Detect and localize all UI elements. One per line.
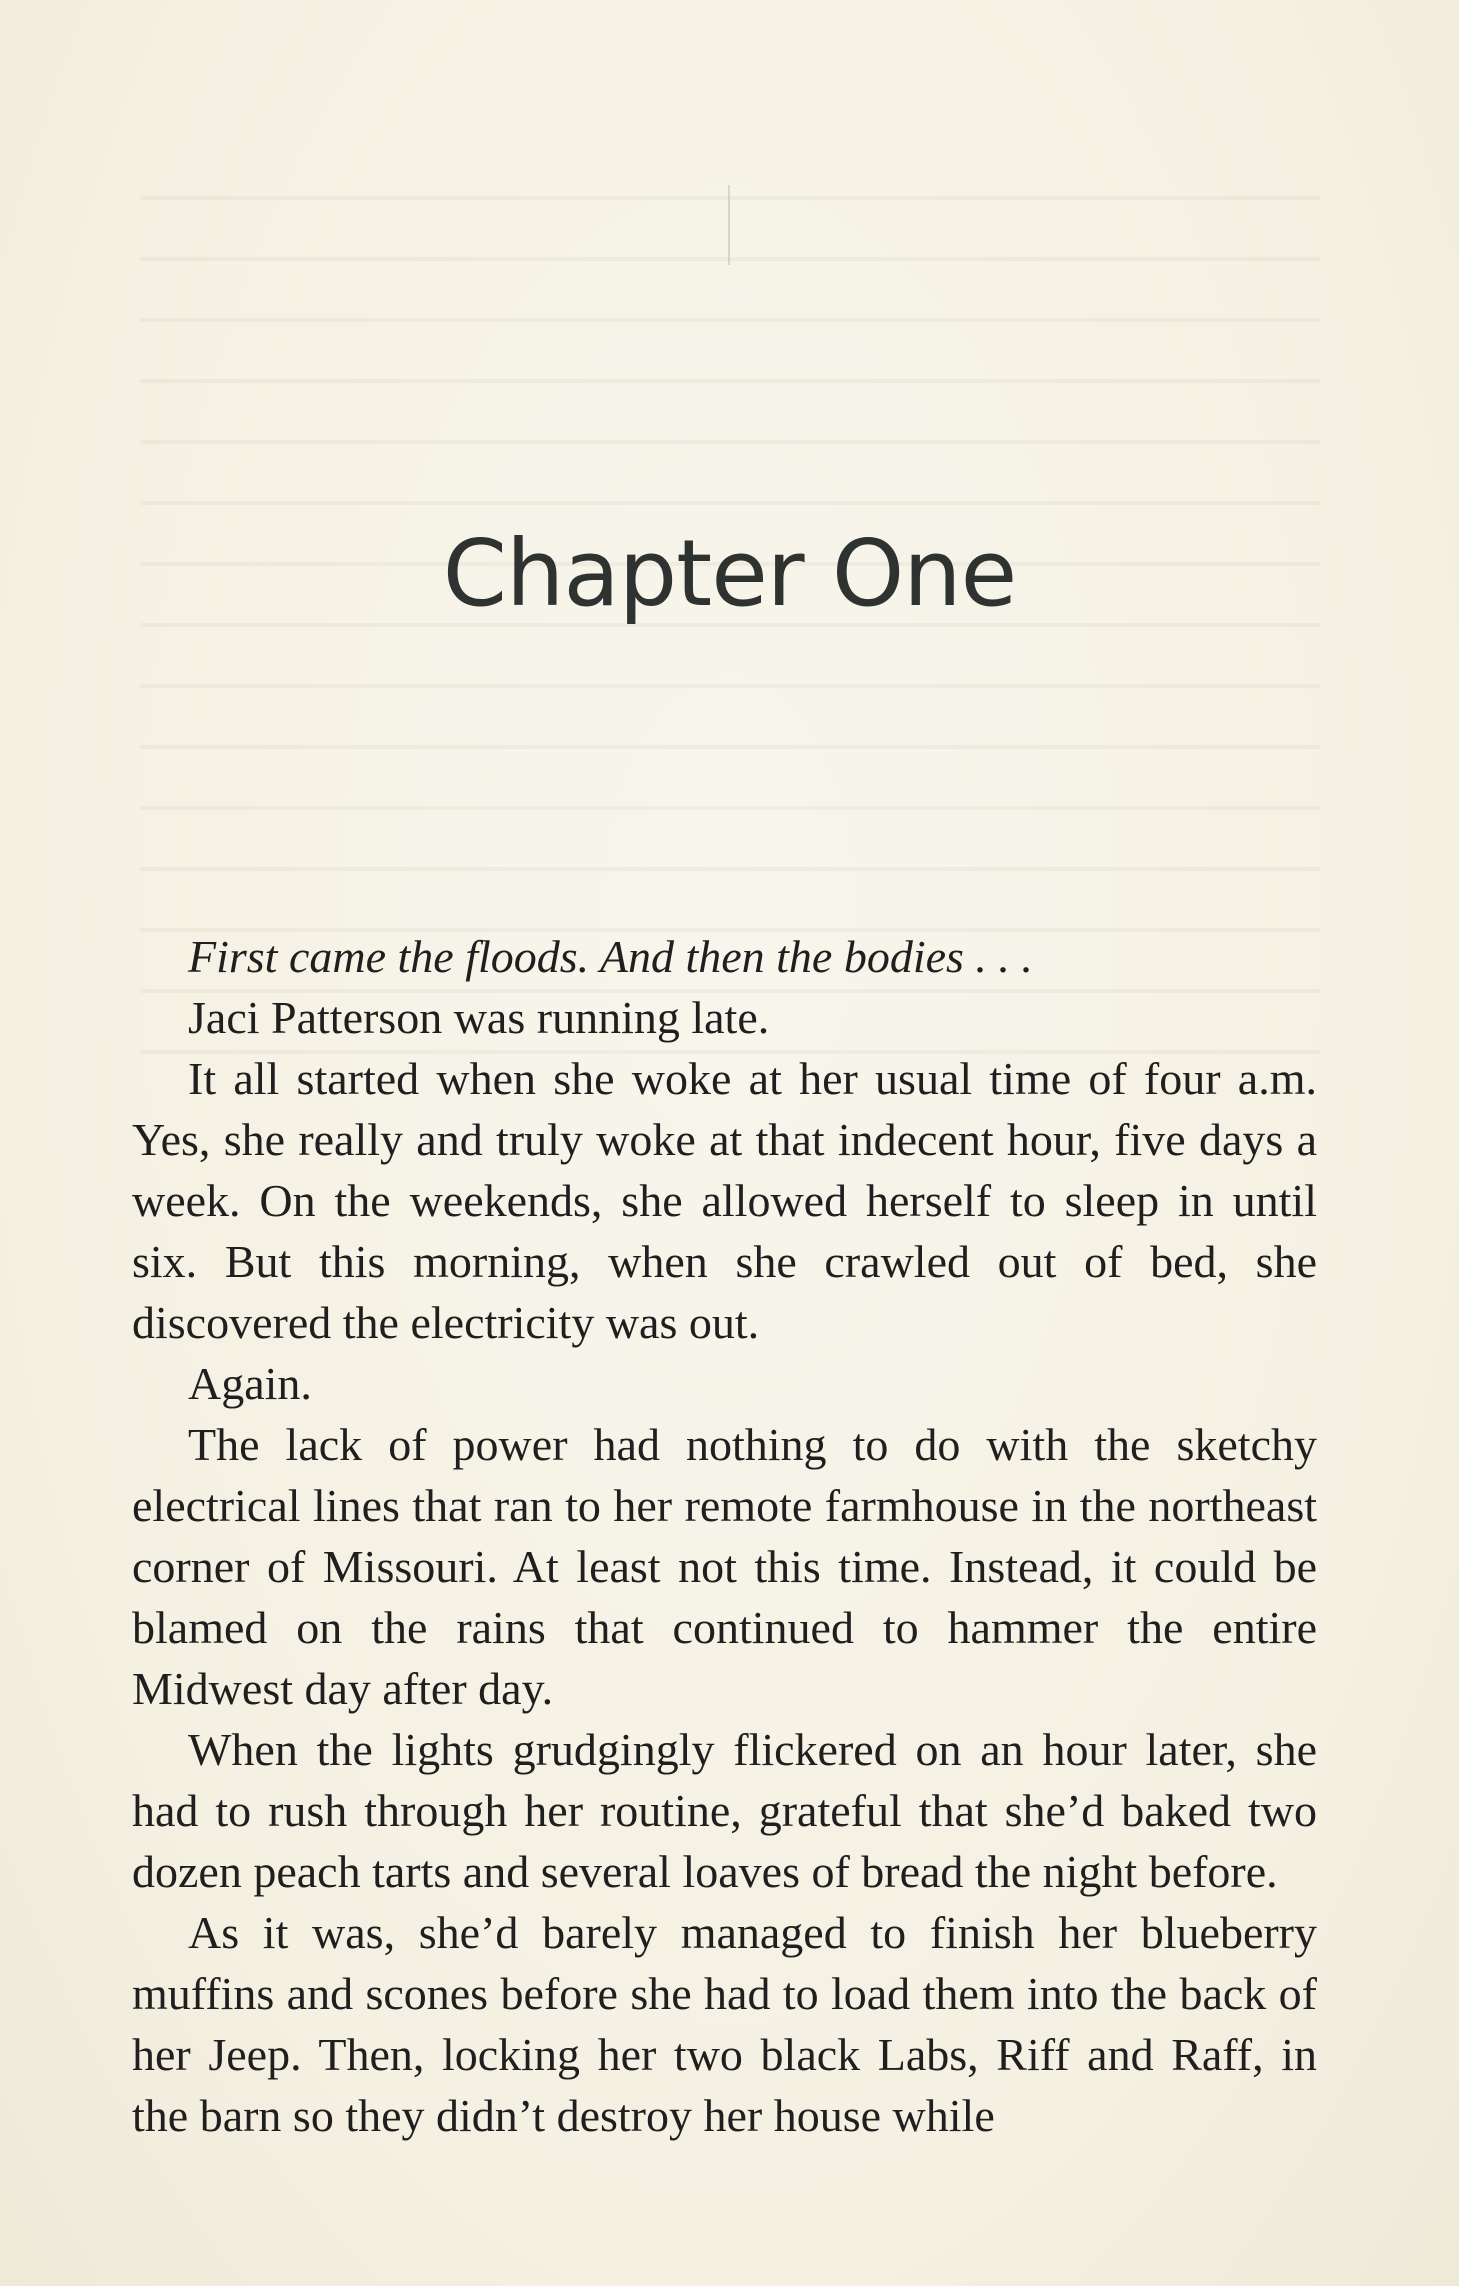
paragraph: Again. — [188, 1358, 312, 1409]
paragraph: It all started when she woke at her usual time of four a.m. Yes, she really and truly woke at that indecent hour, five days a week. On the weekends, she allowed herself to sleep in until six. But this morning, when she crawled out of bed, she discovered the electricity was out. — [132, 1053, 1317, 1348]
page-mark — [728, 185, 730, 265]
epigraph: First came the floods. And then the bodies . . . — [188, 931, 1033, 982]
paragraph: When the lights grudgingly flickered on an hour later, she had to rush through her routine, grateful that she’d baked two dozen peach tarts and several loaves of bread the night before. — [132, 1724, 1317, 1897]
chapter-title: Chapter One — [442, 520, 1017, 627]
paragraph: Jaci Patterson was running late. — [188, 992, 770, 1043]
chapter-body — [132, 926, 1317, 2146]
paragraph: The lack of power had nothing to do with the sketchy electrical lines that ran to her remote farmhouse in the northeast corner of Missouri. At least not this time. Instead, it could be blamed on the rains that continued to hammer the entire Midwest day after day. — [132, 1419, 1317, 1714]
paragraph: As it was, she’d barely managed to finish her blueberry muffins and scones before she had to load them into the back of her Jeep. Then, locking her two black Labs, Riff and Raff, in the barn so they didn’t destroy her house while — [132, 1907, 1317, 2141]
